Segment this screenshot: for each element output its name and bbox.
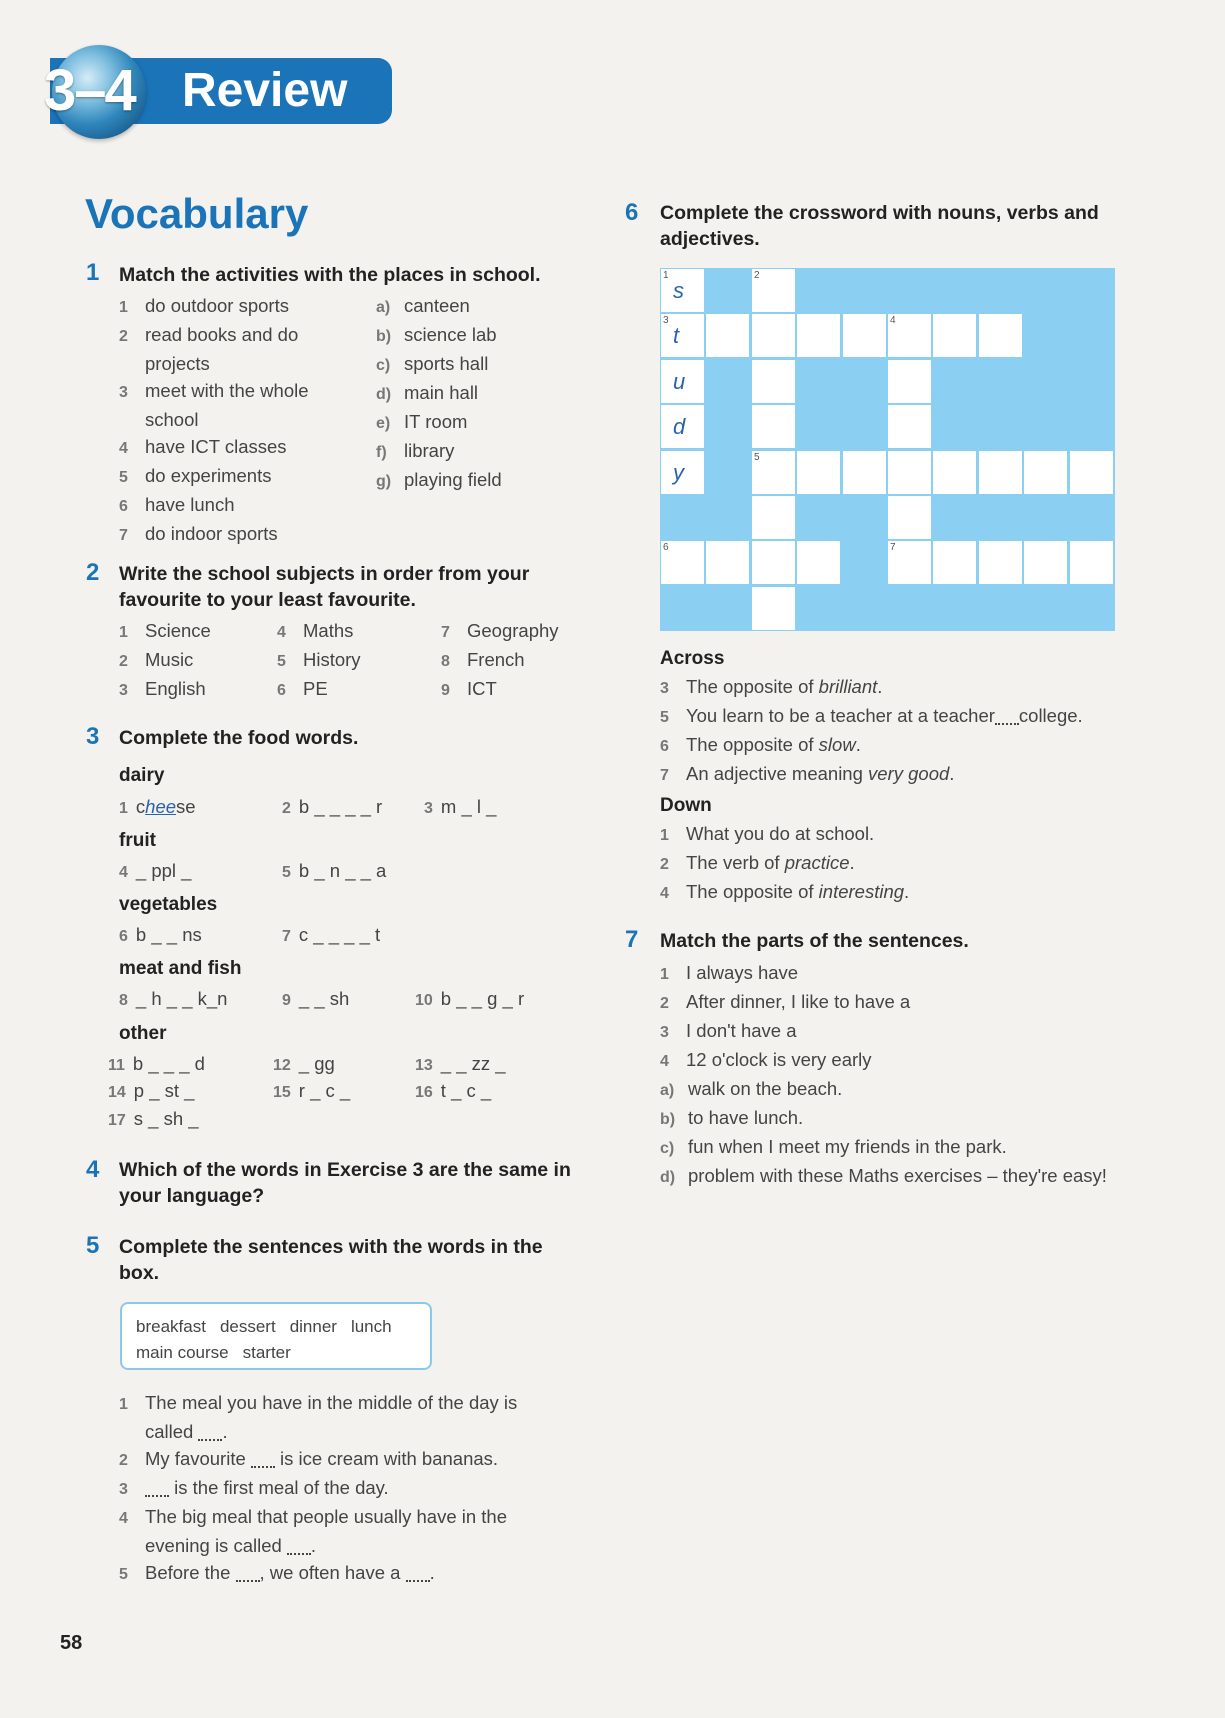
crossword-cell[interactable]	[932, 450, 977, 495]
list-item: 8 French	[441, 649, 525, 670]
list-item: 5 Before the , we often have a .	[119, 1562, 435, 1583]
ex2-title-line2: favourite to your least favourite.	[119, 589, 416, 611]
down-heading: Down	[660, 795, 712, 816]
list-item: 2 Music	[119, 649, 194, 670]
crossword-cell[interactable]: 6	[660, 540, 705, 585]
clue: 3 The opposite of brilliant.	[660, 676, 883, 697]
ex3-number: 3	[86, 723, 100, 750]
ex4-title-line2: your language?	[119, 1185, 265, 1207]
crossword-cell[interactable]	[705, 313, 750, 358]
food-word: 5 b _ n _ _ a	[282, 860, 387, 881]
ex2-col3	[441, 617, 559, 704]
crossword-cell[interactable]	[842, 313, 887, 358]
ex2-number: 2	[86, 559, 100, 586]
food-word: 6 b _ _ ns	[119, 924, 202, 945]
crossword-cell[interactable]: 5	[751, 450, 796, 495]
crossword-cell[interactable]	[796, 540, 841, 585]
food-word: 10 b _ _ g _ r	[415, 988, 525, 1009]
ex5-number: 5	[86, 1232, 100, 1259]
crossword-cell[interactable]	[751, 586, 796, 631]
gap[interactable]	[251, 1454, 275, 1468]
food-word: 3 m _ l _	[424, 796, 497, 817]
list-item: 1 Science	[119, 620, 211, 641]
list-item: 4 12 o'clock is very early	[660, 1049, 872, 1070]
ex2-title-line1: Write the school subjects in order from your	[119, 563, 530, 585]
list-item: 6 have lunch	[119, 494, 235, 515]
ex1-number: 1	[86, 259, 100, 286]
ex4-number: 4	[86, 1156, 100, 1183]
crossword-cell[interactable]	[887, 359, 932, 404]
ex2-col2	[277, 617, 361, 704]
crossword-cell[interactable]: 1 s	[660, 268, 705, 313]
ex7-starts	[660, 959, 1120, 1075]
list-item: 7 Geography	[441, 620, 559, 641]
ex1-title: Match the activities with the places in school.	[119, 264, 541, 286]
list-item: d) problem with these Maths exercises – they're easy!	[660, 1165, 1107, 1186]
word-box-row: main course starter	[136, 1343, 291, 1362]
list-item-cont: projects	[145, 353, 210, 374]
food-word: 15 r _ c _	[273, 1080, 351, 1101]
list-item-cont: school	[145, 409, 199, 430]
list-item: 7 do indoor sports	[119, 523, 278, 544]
list-item: c) sports hall	[376, 353, 489, 374]
category-other: other	[119, 1023, 167, 1044]
food-word: 2 b _ _ _ _ r	[282, 796, 383, 817]
list-item: 1 do outdoor sports	[119, 295, 289, 316]
list-item: 4 The big meal that people usually have in the	[119, 1506, 508, 1527]
list-item: 5 do experiments	[119, 465, 272, 486]
clue: 6 The opposite of slow.	[660, 734, 861, 755]
crossword-cell[interactable]: u	[660, 359, 705, 404]
crossword-cell[interactable]	[751, 540, 796, 585]
crossword-cell[interactable]	[978, 540, 1023, 585]
crossword-cell[interactable]	[932, 540, 977, 585]
ex4-title-line1: Which of the words in Exercise 3 are the same in	[119, 1159, 571, 1181]
list-item: 6 PE	[277, 678, 328, 699]
list-item: 2 read books and do	[119, 324, 299, 345]
crossword-cell[interactable]	[978, 313, 1023, 358]
list-item-cont: called .	[145, 1421, 228, 1442]
list-item: 1 I always have	[660, 962, 799, 983]
list-item: 1 The meal you have in the middle of the day is	[119, 1392, 518, 1413]
food-word: 9 _ _ sh	[282, 988, 350, 1009]
crossword-cell[interactable]	[751, 404, 796, 449]
food-word: 7 c _ _ _ _ t	[282, 924, 381, 945]
gap[interactable]	[145, 1483, 169, 1497]
ex7-ends	[660, 1075, 1130, 1191]
food-word: 13 _ _ zz _	[415, 1053, 506, 1074]
crossword-cell[interactable]	[842, 450, 887, 495]
list-item: 9 ICT	[441, 678, 497, 699]
list-item: c) fun when I meet my friends in the park.	[660, 1136, 1007, 1157]
list-item: 4 Maths	[277, 620, 354, 641]
list-item: 2 My favourite is ice cream with bananas.	[119, 1448, 499, 1469]
list-item: b) science lab	[376, 324, 497, 345]
unit-number: 3–4	[44, 58, 135, 123]
crossword-cell[interactable]: 7	[887, 540, 932, 585]
food-word: 12 _ gg	[273, 1053, 335, 1074]
crossword-cell[interactable]	[751, 495, 796, 540]
food-word: 11 b _ _ _ d	[108, 1053, 205, 1074]
crossword-cell[interactable]	[1069, 450, 1114, 495]
list-item: a) walk on the beach.	[660, 1078, 843, 1099]
category-fruit: fruit	[119, 830, 156, 851]
list-item: d) main hall	[376, 382, 479, 403]
ex5-sentences	[119, 1389, 539, 1588]
unit-title: Review	[182, 64, 348, 117]
list-item: 4 have ICT classes	[119, 436, 287, 457]
crossword-cell[interactable]	[932, 313, 977, 358]
crossword-cell[interactable]	[751, 359, 796, 404]
ex3-title: Complete the food words.	[119, 727, 359, 749]
crossword-cell[interactable]	[1023, 450, 1068, 495]
crossword-cell[interactable]	[1023, 540, 1068, 585]
gap[interactable]	[995, 711, 1019, 725]
gap[interactable]	[287, 1541, 311, 1555]
ex2-col1	[119, 617, 211, 704]
ex6-title-line1: Complete the crossword with nouns, verbs and	[660, 202, 1099, 224]
list-item-cont: evening is called .	[145, 1535, 317, 1556]
list-item: a) canteen	[376, 295, 470, 316]
clue: 7 An adjective meaning very good.	[660, 763, 955, 784]
crossword-cell[interactable]	[705, 540, 750, 585]
crossword-cell[interactable]	[978, 450, 1023, 495]
category-dairy: dairy	[119, 765, 165, 786]
list-item: 3 I don't have a	[660, 1020, 797, 1041]
clue: 4 The opposite of interesting.	[660, 881, 910, 902]
list-item: 3 meet with the whole	[119, 380, 309, 401]
list-item: 2 After dinner, I like to have a	[660, 991, 911, 1012]
crossword-cell[interactable]	[887, 495, 932, 540]
across-clues	[660, 673, 1120, 789]
food-word: 16 t _ c _	[415, 1080, 492, 1101]
list-item: 3 is the first meal of the day.	[119, 1477, 389, 1498]
category-meat-fish: meat and fish	[119, 958, 242, 979]
ex7-title: Match the parts of the sentences.	[660, 930, 969, 952]
list-item: e) IT room	[376, 411, 468, 432]
down-clues	[660, 820, 1120, 907]
page-number: 58	[60, 1632, 83, 1654]
crossword-cell[interactable]	[1069, 540, 1114, 585]
clue: 2 The verb of practice.	[660, 852, 855, 873]
food-word-example: 1 cheese	[119, 796, 196, 817]
clue: 5 You learn to be a teacher at a teacher college.	[660, 705, 1083, 726]
gap[interactable]	[236, 1568, 260, 1582]
list-item: 5 History	[277, 649, 361, 670]
crossword-cell[interactable]: 2	[751, 268, 796, 313]
crossword-cell[interactable]: d	[660, 404, 705, 449]
ex6-number: 6	[625, 199, 639, 226]
food-word: 14 p _ st _	[108, 1080, 195, 1101]
list-item: b) to have lunch.	[660, 1107, 804, 1128]
ex5-title-line1: Complete the sentences with the words in the	[119, 1236, 543, 1258]
crossword-cell[interactable]	[887, 450, 932, 495]
section-title: Vocabulary	[85, 190, 309, 237]
crossword-cell[interactable]: y	[660, 450, 705, 495]
crossword-cell[interactable]	[751, 313, 796, 358]
crossword-cell[interactable]	[887, 404, 932, 449]
word-box	[120, 1302, 432, 1370]
ex7-number: 7	[625, 926, 639, 953]
across-heading: Across	[660, 648, 725, 669]
crossword-cell[interactable]	[796, 450, 841, 495]
ex6-title-line2: adjectives.	[660, 228, 760, 250]
food-word: 4 _ ppl _	[119, 860, 192, 881]
food-word: 8 _ h _ _ k_n	[119, 988, 228, 1009]
crossword-cell[interactable]: 3 t	[660, 313, 705, 358]
list-item: f) library	[376, 440, 455, 461]
gap[interactable]	[198, 1427, 222, 1441]
crossword-cell[interactable]	[796, 313, 841, 358]
list-item: 3 English	[119, 678, 206, 699]
crossword-cell[interactable]: 4	[887, 313, 932, 358]
crossword-grid	[660, 268, 1115, 631]
ex5-title-line2: box.	[119, 1262, 160, 1284]
food-word: 17 s _ sh _	[108, 1108, 199, 1129]
clue: 1 What you do at school.	[660, 823, 875, 844]
word-box-row: breakfast dessert dinner lunch	[136, 1317, 392, 1336]
category-vegetables: vegetables	[119, 894, 218, 915]
gap[interactable]	[406, 1568, 430, 1582]
ex1-activity-list	[119, 292, 359, 549]
list-item: g) playing field	[376, 469, 502, 490]
ex1-place-list	[376, 292, 576, 495]
